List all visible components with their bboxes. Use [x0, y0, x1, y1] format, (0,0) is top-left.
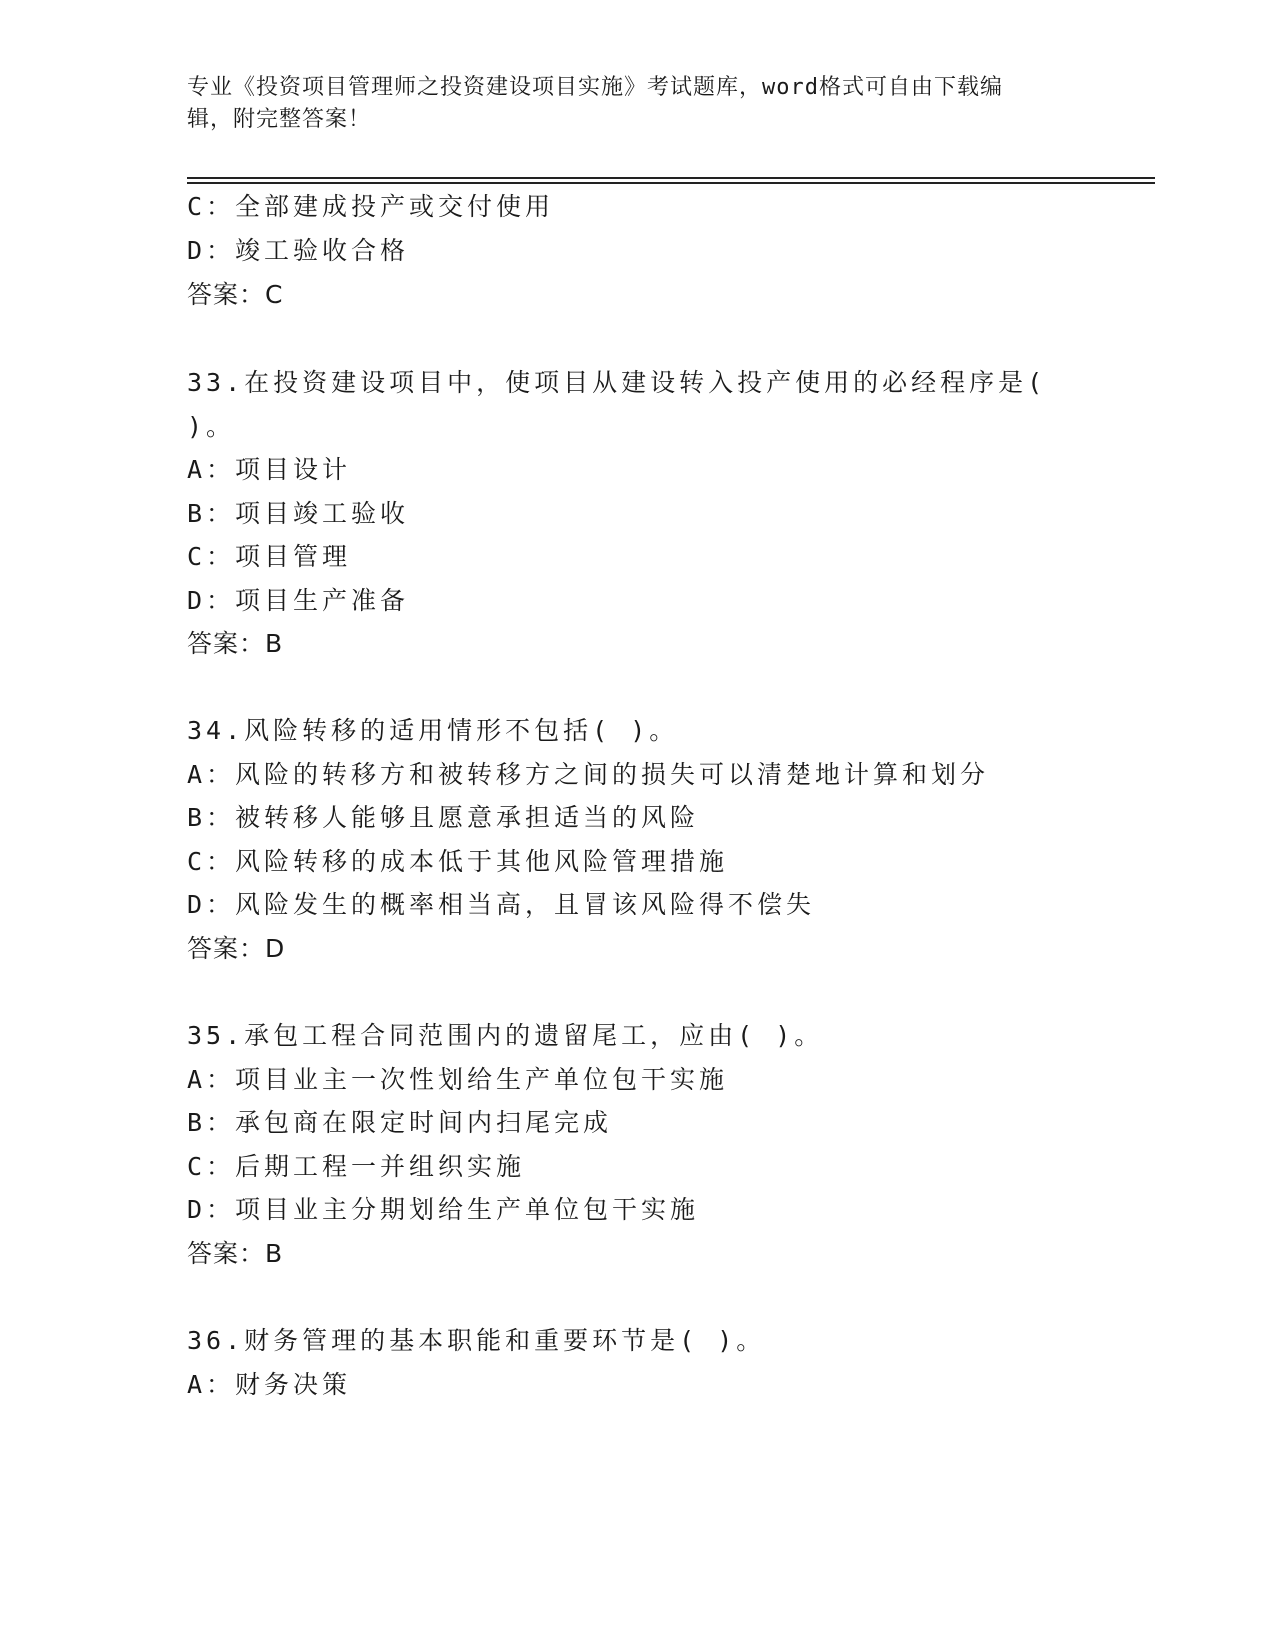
document-header	[187, 72, 1067, 136]
prev-option-c: C：全部建成投产或交付使用	[187, 192, 555, 221]
question-35-option-c: C：后期工程一并组织实施	[187, 1152, 526, 1181]
question-33-option-c: C：项目管理	[187, 542, 352, 571]
question-35-stem: 35.承包工程合同范围内的遗留尾工，应由( )。	[187, 1021, 824, 1050]
prev-answer: 答案：C	[187, 280, 284, 309]
question-33-option-d: D：项目生产准备	[187, 586, 410, 615]
question-33-stem-cont: )。	[187, 412, 236, 441]
question-35-option-d: D：项目业主分期划给生产单位包干实施	[187, 1195, 700, 1224]
header-divider-top	[187, 177, 1155, 179]
question-34-option-c: C：风险转移的成本低于其他风险管理措施	[187, 847, 729, 876]
question-33-option-b: B：项目竣工验收	[187, 499, 410, 528]
header-divider-bottom	[187, 182, 1155, 184]
question-35-option-b: B：承包商在限定时间内扫尾完成	[187, 1108, 613, 1137]
question-35-answer: 答案：B	[187, 1239, 284, 1268]
question-35-option-a: A：项目业主一次性划给生产单位包干实施	[187, 1065, 729, 1094]
question-34-option-d: D：风险发生的概率相当高，且冒该风险得不偿失	[187, 890, 816, 919]
question-36-stem: 36.财务管理的基本职能和重要环节是( )。	[187, 1326, 766, 1355]
question-34-stem: 34.风险转移的适用情形不包括( )。	[187, 716, 679, 745]
question-33-stem: 33.在投资建设项目中，使项目从建设转入投产使用的必经程序是(	[187, 368, 1047, 397]
question-34-option-b: B：被转移人能够且愿意承担适当的风险	[187, 803, 700, 832]
question-33-answer: 答案：B	[187, 629, 284, 658]
question-34-option-a: A：风险的转移方和被转移方之间的损失可以清楚地计算和划分	[187, 760, 990, 789]
prev-option-d: D：竣工验收合格	[187, 236, 410, 265]
header-line-2: 辑，附完整答案！	[187, 107, 372, 132]
header-line-1: 专业《投资项目管理师之投资建设项目实施》考试题库，word格式可自由下载编	[187, 75, 1003, 100]
question-34-answer: 答案：D	[187, 934, 286, 963]
question-36-option-a: A：财务决策	[187, 1370, 352, 1399]
question-33-option-a: A：项目设计	[187, 455, 352, 484]
